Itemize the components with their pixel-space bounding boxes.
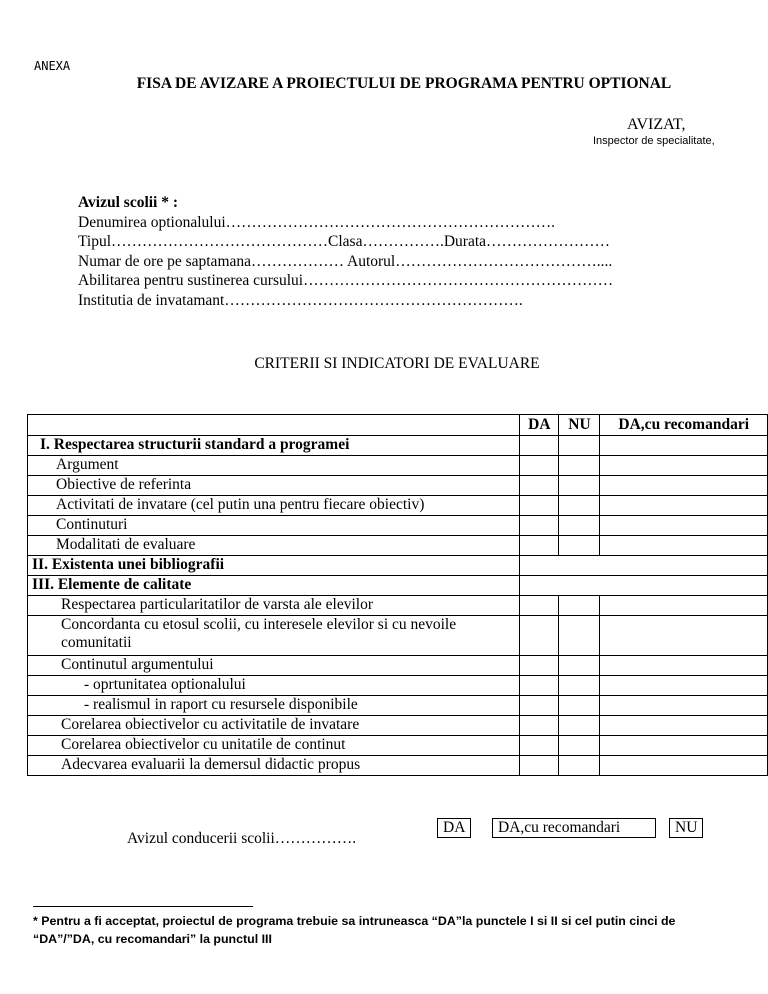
nu-checkbox-cell[interactable] bbox=[559, 516, 600, 536]
criterion-label: III. Elemente de calitate bbox=[28, 576, 520, 596]
column-header-da-recomandari: DA,cu recomandari bbox=[600, 415, 768, 436]
da-recomandari-cell[interactable] bbox=[600, 456, 768, 476]
table-row bbox=[28, 476, 768, 496]
criterion-label: Argument bbox=[28, 456, 520, 476]
criterion-label: Respectarea particularitatilor de varsta ale elevilor bbox=[28, 596, 520, 616]
nu-checkbox-cell[interactable] bbox=[559, 656, 600, 676]
da-checkbox-cell[interactable] bbox=[520, 676, 559, 696]
da-recomandari-cell[interactable] bbox=[600, 736, 768, 756]
table-row bbox=[28, 756, 768, 776]
da-checkbox-cell[interactable] bbox=[520, 436, 559, 456]
field-qualification: Abilitarea pentru sustinerea cursului…………………………………………………… bbox=[78, 272, 614, 290]
da-recomandari-cell[interactable] bbox=[600, 596, 768, 616]
table-row bbox=[28, 736, 768, 756]
nu-checkbox-cell[interactable] bbox=[559, 736, 600, 756]
field-optional-name: Denumirea optionalului………………………………………………………. bbox=[78, 213, 556, 231]
table-row bbox=[28, 556, 768, 576]
criterion-label: I. Respectarea structurii standard a programei bbox=[28, 436, 520, 456]
column-header-nu: NU bbox=[559, 415, 600, 436]
nu-checkbox-cell[interactable] bbox=[559, 456, 600, 476]
option-nu-box[interactable]: NU bbox=[669, 818, 703, 838]
criterion-label: Corelarea obiectivelor cu unitatile de continut bbox=[28, 736, 520, 756]
footnote: * Pentru a fi acceptat, proiectul de programa trebuie sa intruneasca “DA”la punctele I si II si cel putin cinci de “DA”/”DA, cu recomandari” la punctul III bbox=[33, 914, 676, 946]
da-checkbox-cell[interactable] bbox=[520, 496, 559, 516]
criterion-label: II. Existenta unei bibliografii bbox=[28, 556, 520, 576]
approval-label: AVIZAT, bbox=[627, 116, 686, 133]
table-row bbox=[28, 456, 768, 476]
da-recomandari-cell[interactable] bbox=[600, 656, 768, 676]
criteria-table bbox=[27, 414, 768, 776]
nu-checkbox-cell[interactable] bbox=[559, 716, 600, 736]
da-recomandari-cell[interactable] bbox=[600, 716, 768, 736]
da-checkbox-cell[interactable] bbox=[520, 716, 559, 736]
footnote-divider bbox=[33, 906, 253, 907]
criterion-label: Obiective de referinta bbox=[28, 476, 520, 496]
da-checkbox-cell[interactable] bbox=[520, 536, 559, 556]
column-header-criterion bbox=[28, 415, 520, 436]
school-opinion-heading: Avizul scolii * : bbox=[78, 194, 179, 211]
criterion-label: Corelarea obiectivelor cu activitatile de invatare bbox=[28, 716, 520, 736]
nu-checkbox-cell[interactable] bbox=[559, 596, 600, 616]
table-row bbox=[28, 596, 768, 616]
da-recomandari-cell[interactable] bbox=[600, 616, 768, 656]
criterion-label: Adecvarea evaluarii la demersul didactic propus bbox=[28, 756, 520, 776]
nu-checkbox-cell[interactable] bbox=[559, 536, 600, 556]
criteria-rows bbox=[28, 436, 768, 776]
nu-checkbox-cell[interactable] bbox=[559, 436, 600, 456]
table-row bbox=[28, 576, 768, 596]
table-row bbox=[28, 656, 768, 676]
da-checkbox-cell[interactable] bbox=[520, 616, 559, 656]
da-recomandari-cell[interactable] bbox=[600, 436, 768, 456]
field-hours-author: Numar de ore pe saptamana……………… Autorul………………………………….... bbox=[78, 252, 613, 270]
table-row bbox=[28, 496, 768, 516]
school-opinion-block bbox=[78, 193, 613, 311]
page-title: FISA DE AVIZARE A PROIECTULUI DE PROGRAMA PENTRU OPTIONAL bbox=[136, 75, 672, 92]
criterion-label: Continutul argumentului bbox=[28, 656, 520, 676]
criterion-label: Activitati de invatare (cel putin una pentru fiecare obiectiv) bbox=[28, 496, 520, 516]
table-row bbox=[28, 676, 768, 696]
option-da-box[interactable]: DA bbox=[437, 818, 471, 838]
da-checkbox-cell[interactable] bbox=[520, 516, 559, 536]
criterion-label: - realismul in raport cu resursele disponibile bbox=[28, 696, 520, 716]
annex-label: ANEXA bbox=[34, 59, 71, 73]
da-recomandari-cell[interactable] bbox=[600, 696, 768, 716]
da-checkbox-cell[interactable] bbox=[520, 756, 559, 776]
nu-checkbox-cell[interactable] bbox=[559, 696, 600, 716]
da-checkbox-cell[interactable] bbox=[520, 476, 559, 496]
nu-checkbox-cell[interactable] bbox=[559, 496, 600, 516]
criterion-label: - oprtunitatea optionalului bbox=[28, 676, 520, 696]
field-type-class-duration: Tipul……………………………………Clasa…………….Durata…………………… bbox=[78, 233, 611, 251]
table-row bbox=[28, 716, 768, 736]
da-recomandari-cell[interactable] bbox=[600, 516, 768, 536]
table-header-row bbox=[28, 415, 768, 436]
da-checkbox-cell[interactable] bbox=[520, 656, 559, 676]
da-checkbox-cell[interactable] bbox=[520, 736, 559, 756]
column-header-da: DA bbox=[520, 415, 559, 436]
da-recomandari-cell[interactable] bbox=[600, 756, 768, 776]
field-institution: Institutia de invatamant…………………………………………………. bbox=[78, 291, 523, 309]
criterion-label: Continuturi bbox=[28, 516, 520, 536]
table-row bbox=[28, 616, 768, 656]
table-row bbox=[28, 696, 768, 716]
da-recomandari-cell[interactable] bbox=[600, 536, 768, 556]
da-checkbox-cell[interactable] bbox=[520, 696, 559, 716]
nu-checkbox-cell[interactable] bbox=[559, 676, 600, 696]
da-recomandari-cell[interactable] bbox=[600, 476, 768, 496]
da-checkbox-cell[interactable] bbox=[520, 456, 559, 476]
nu-checkbox-cell[interactable] bbox=[559, 616, 600, 656]
criterion-label: Modalitati de evaluare bbox=[28, 536, 520, 556]
nu-checkbox-cell[interactable] bbox=[559, 476, 600, 496]
criterion-label: Concordanta cu etosul scolii, cu interesele elevilor si cu nevoile comunitatii bbox=[28, 616, 520, 656]
da-recomandari-cell[interactable] bbox=[600, 496, 768, 516]
nu-checkbox-cell[interactable] bbox=[559, 756, 600, 776]
option-da-recomandari-box[interactable]: DA,cu recomandari bbox=[492, 818, 656, 838]
table-row bbox=[28, 436, 768, 456]
da-checkbox-cell[interactable] bbox=[520, 596, 559, 616]
section-spacer-cell bbox=[520, 556, 768, 576]
section-spacer-cell bbox=[520, 576, 768, 596]
management-opinion-label: Avizul conducerii scolii……………. bbox=[127, 830, 357, 847]
table-row bbox=[28, 536, 768, 556]
table-row bbox=[28, 516, 768, 536]
inspector-label: Inspector de specialitate, bbox=[593, 135, 715, 147]
da-recomandari-cell[interactable] bbox=[600, 676, 768, 696]
criteria-title: CRITERII SI INDICATORI DE EVALUARE bbox=[254, 355, 540, 372]
